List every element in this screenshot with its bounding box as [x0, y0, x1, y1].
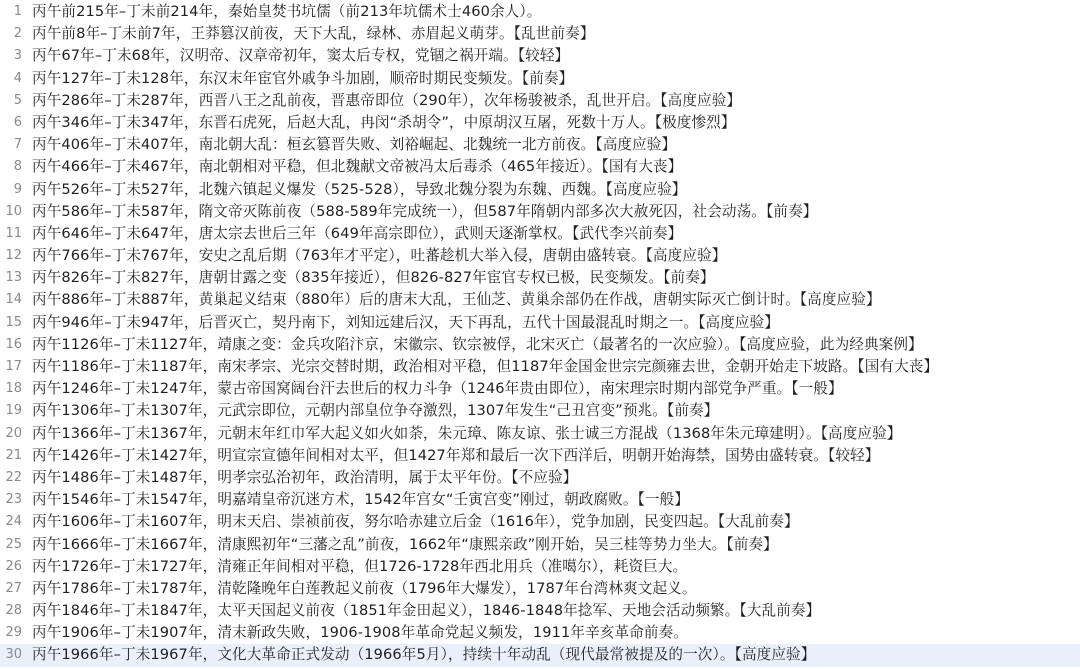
line-number: 29 — [5, 625, 22, 641]
line-number: 22 — [5, 469, 22, 485]
line-text[interactable]: 丙午826年–丁未827年，唐朝甘露之变（835年接近），但826-827年宦官专权已极，民变频发。【前奏】 — [32, 269, 715, 287]
editor-line[interactable] — [0, 400, 1080, 422]
line-number: 17 — [5, 359, 22, 374]
line-text[interactable]: 丙午1426年–丁未1427年，明宣宗宣德年间相对太平，但1427年郑和最后一次下西洋后，明朝开始海禁，国势由盛转衰。【较轻】 — [32, 446, 880, 464]
line-number: 16 — [5, 336, 22, 352]
line-text[interactable]: 丙午646年–丁未647年，唐太宗去世后三年（649年高宗即位），武则天逐渐掌权。【武代李兴前奏】 — [32, 224, 683, 242]
line-text[interactable]: 丙午1786年–丁未1787年，清乾隆晚年白莲教起义前夜（1796年大爆发），1787年台湾林爽文起义。 — [32, 579, 697, 597]
editor-line[interactable] — [0, 112, 1080, 134]
editor-line[interactable] — [0, 445, 1080, 467]
line-text[interactable]: 丙午466年–丁未467年，南北朝相对平稳，但北魏献文帝被冯太后毒杀（465年接近）。【国有大丧】 — [32, 158, 683, 176]
line-number: 23 — [5, 492, 22, 508]
line-number: 12 — [5, 248, 22, 264]
line-number: 6 — [13, 114, 22, 130]
line-number: 5 — [13, 92, 22, 108]
editor-line[interactable] — [0, 489, 1080, 511]
line-number: 24 — [5, 514, 22, 530]
editor-line[interactable] — [0, 423, 1080, 445]
line-number: 2 — [13, 26, 22, 42]
line-number: 15 — [5, 314, 22, 330]
editor-line[interactable] — [0, 23, 1080, 45]
editor-line[interactable] — [0, 156, 1080, 178]
line-number: 10 — [5, 203, 22, 219]
line-text[interactable]: 丙午67年–丁未68年，汉明帝、汉章帝初年，窦太后专权，党锢之祸开端。【较轻】 — [32, 47, 570, 65]
editor-line[interactable] — [0, 378, 1080, 400]
line-number: 3 — [13, 48, 22, 64]
editor-line[interactable] — [0, 1, 1080, 23]
line-number: 20 — [5, 425, 22, 441]
line-text[interactable]: 丙午前215年–丁未前214年，秦始皇焚书坑儒（前213年坑儒术士460余人）。 — [32, 3, 542, 20]
line-text[interactable]: 丙午127年–丁未128年，东汉末年宦官外戚争斗加剧，顺帝时期民变频发。【前奏】 — [32, 69, 574, 87]
line-text[interactable]: 丙午1606年–丁未1607年，明末天启、崇祯前夜，努尔哈赤建立后金（1616年），党争加剧，民变四起。【大乱前奏】 — [32, 513, 799, 531]
editor-line[interactable] — [0, 578, 1080, 600]
line-text[interactable]: 丙午586年–丁未587年，隋文帝灭陈前夜（588-589年完成统一），但587年隋朝内部多次大赦死囚，社会动荡。【前奏】 — [32, 202, 818, 220]
line-number: 18 — [5, 381, 22, 397]
editor-line[interactable] — [0, 556, 1080, 578]
editor-line[interactable] — [0, 289, 1080, 311]
editor-line[interactable] — [0, 45, 1080, 67]
line-text[interactable]: 丙午406年–丁未407年，南北朝大乱：桓玄篡晋失败、刘裕崛起、北魏统一北方前夜。【高度应验】 — [32, 136, 677, 154]
editor-line[interactable] — [0, 245, 1080, 267]
editor-line[interactable] — [0, 201, 1080, 223]
editor-line[interactable] — [0, 511, 1080, 533]
line-number: 21 — [5, 447, 22, 463]
line-number: 27 — [5, 580, 22, 596]
line-text[interactable]: 丙午1906年–丁未1907年，清末新政失败，1906-1908年革命党起义频发，1911年辛亥革命前奏。 — [32, 624, 688, 642]
line-text[interactable]: 丙午1306年–丁未1307年，元武宗即位，元朝内部皇位争夺激烈，1307年发生“己丑宫变”预兆。【前奏】 — [32, 402, 719, 420]
line-number: 4 — [13, 70, 22, 86]
line-text[interactable]: 丙午1486年–丁未1487年，明孝宗弘治初年，政治清明，属于太平年份。【不应验】 — [32, 468, 578, 486]
line-text[interactable]: 丙午886年–丁未887年，黄巢起义结束（880年）后的唐末大乱，王仙芝、黄巢余部仍在作战，唐朝实际灭亡倒计时。【高度应验】 — [32, 291, 881, 309]
line-number: 13 — [5, 270, 22, 286]
line-text[interactable]: 丙午946年–丁未947年，后晋灭亡，契丹南下，刘知远建后汉，天下再乱，五代十国最混乱时期之一。【高度应验】 — [32, 313, 780, 331]
editor-line[interactable] — [0, 179, 1080, 201]
editor-line[interactable] — [0, 223, 1080, 245]
line-text[interactable]: 丙午前8年–丁未前7年，王莽篡汉前夜，天下大乱，绿林、赤眉起义萌芽。【乱世前奏】 — [32, 25, 595, 43]
line-number: 30 — [5, 647, 22, 663]
line-number: 19 — [5, 403, 22, 419]
line-text[interactable]: 丙午1126年–丁未1127年，靖康之变：金兵攻陷汴京，宋徽宗、钦宗被俘，北宋灭亡（最著名的一次应验）。【高度应验，此为经典案例】 — [32, 335, 923, 353]
line-text[interactable]: 丙午1726年–丁未1727年，清雍正年间相对平稳，但1726-1728年西北用兵（准噶尔），耗资巨大。 — [32, 557, 688, 575]
editor-line[interactable] — [0, 68, 1080, 90]
line-text[interactable]: 丙午1546年–丁未1547年，明嘉靖皇帝沉迷方术，1542年宫女“壬寅宫变”刚过，朝政腐败。【一般】 — [32, 491, 690, 509]
editor-line[interactable] — [0, 134, 1080, 156]
line-text[interactable]: 丙午286年–丁未287年，西晋八王之乱前夜，晋惠帝即位（290年），次年杨骏被杀，乱世开启。【高度应验】 — [32, 91, 742, 109]
editor-line[interactable] — [0, 90, 1080, 112]
line-text[interactable]: 丙午346年–丁未347年，东晋石虎死，后赵大乱，冉闵“杀胡令”，中原胡汉互屠，死数十万人。【极度惨烈】 — [32, 113, 736, 131]
line-text[interactable]: 丙午526年–丁未527年，北魏六镇起义爆发（525-528），导致北魏分裂为东魏、西魏。【高度应验】 — [32, 180, 687, 198]
line-text[interactable]: 丙午1846年–丁未1847年，太平天国起义前夜（1851年金田起义），1846-1848年捻军、天地会活动频繁。【大乱前奏】 — [32, 602, 821, 620]
line-number: 28 — [5, 603, 22, 619]
line-number: 8 — [13, 159, 22, 175]
editor-line[interactable] — [0, 312, 1080, 334]
editor-line[interactable] — [0, 622, 1080, 644]
editor-line[interactable] — [0, 356, 1080, 378]
line-text[interactable]: 丙午766年–丁未767年，安史之乱后期（763年才平定），吐蕃趁机大举入侵，唐朝由盛转衰。【高度应验】 — [32, 247, 727, 265]
editor-line[interactable] — [0, 267, 1080, 289]
editor-line[interactable] — [0, 334, 1080, 356]
line-number: 25 — [5, 536, 22, 552]
line-number: 7 — [13, 137, 22, 153]
editor-line[interactable] — [0, 534, 1080, 556]
line-text[interactable]: 丙午1666年–丁未1667年，清康熙初年“三藩之乱”前夜，1662年“康熙亲政”刚开始，吴三桂等势力坐大。【前奏】 — [32, 535, 778, 553]
line-number: 1 — [13, 4, 22, 19]
line-number: 26 — [5, 558, 22, 574]
line-text[interactable]: 丙午1966年–丁未1967年，文化大革命正式发动（1966年5月），持续十年动乱（现代最常被提及的一次）。【高度应验】 — [32, 646, 816, 664]
line-number: 11 — [5, 225, 22, 241]
editor-line[interactable] — [0, 467, 1080, 489]
line-text[interactable]: 丙午1246年–丁未1247年，蒙古帝国窝阔台汗去世后的权力斗争（1246年贵由即位），南宋理宗时期内部党争严重。【一般】 — [32, 380, 843, 398]
line-number: 14 — [5, 292, 22, 308]
line-text[interactable]: 丙午1366年–丁未1367年，元朝末年红巾军大起义如火如荼，朱元璋、陈友谅、张士诚三方混战（1368年朱元璋建明）。【高度应验】 — [32, 424, 902, 442]
editor-line[interactable] — [0, 644, 1080, 666]
editor-line[interactable] — [0, 600, 1080, 622]
line-number: 9 — [13, 181, 22, 197]
line-text[interactable]: 丙午1186年–丁未1187年，南宋孝宗、光宗交替时期，政治相对平稳，但1187年金国金世宗完颜雍去世，金朝开始走下坡路。【国有大丧】 — [32, 358, 939, 375]
